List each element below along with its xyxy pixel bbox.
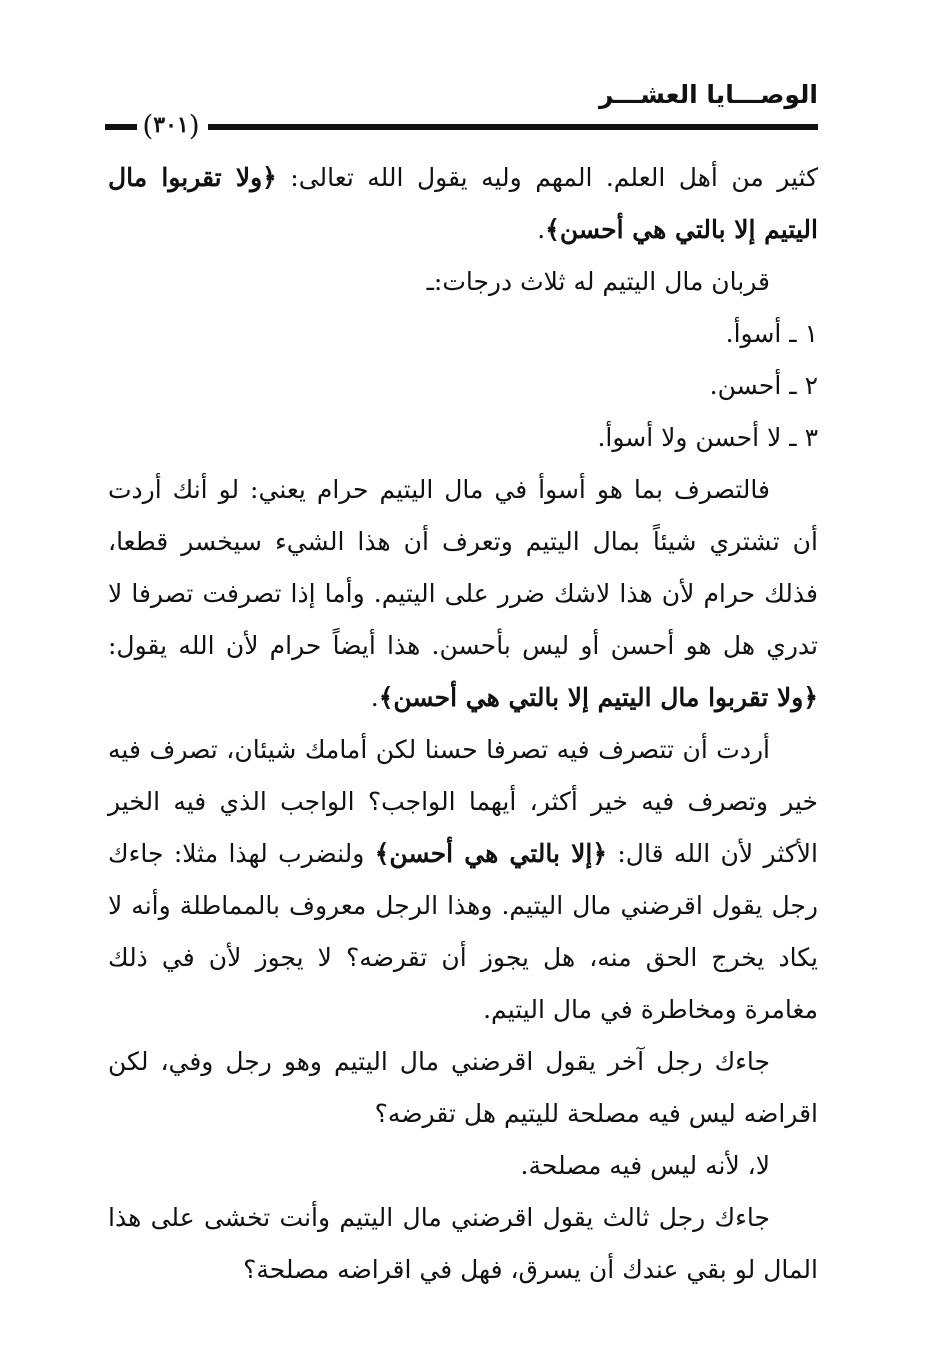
body-text [108, 152, 818, 1296]
right-bracket: ) [188, 108, 200, 142]
paragraph-10 [108, 1192, 818, 1296]
paragraph-1 [108, 152, 818, 256]
page-number-value: ٣٠١ [153, 112, 189, 138]
paragraph-2 [108, 256, 818, 308]
text-run: قربان مال اليتيم له ثلاث درجات:ـ [426, 267, 770, 296]
list-item-1 [108, 308, 818, 360]
running-title: الوصـــايا العشـــر [599, 80, 818, 109]
paragraph-8 [108, 1036, 818, 1140]
page-number [138, 108, 204, 142]
paragraph-7 [108, 724, 818, 1036]
text-run: كثير من أهل العلم. المهم وليه يقول الله تعالى: [276, 163, 818, 192]
list-item-3 [108, 412, 818, 464]
quran-verse: ﴿ولا تقربوا مال اليتيم إلا بالتي هي أحسن﴾ [378, 683, 818, 712]
text-run: ولنضرب لهذا مثلا: جاءك رجل يقول اقرضني مال اليتيم. وهذا الرجل معروف بالمماطلة وأنه لا يكاد يخرج الحق منه، هل يجوز أن تقرضه؟ لا يجوز لأن في ذلك مغامرة ومخاطرة في مال اليتيم. [108, 839, 818, 1024]
text-run: جاءك رجل ثالث يقول اقرضني مال اليتيم وأنت تخشى على هذا المال لو بقي عندك أن يسرق، فهل في اقراضه مصلحة؟ [108, 1203, 818, 1284]
quran-verse: ﴿إلا بالتي هي أحسن﴾ [374, 839, 607, 868]
text-run: ٣ ـ لا أحسن ولا أسوأ. [597, 423, 818, 452]
header-rule [208, 124, 818, 130]
text-run: لا، لأنه ليس فيه مصلحة. [520, 1151, 770, 1180]
text-run: جاءك رجل آخر يقول اقرضني مال اليتيم وهو رجل وفي، لكن اقراضه ليس فيه مصلحة لليتيم هل تقرضه؟ [108, 1047, 818, 1128]
quran-verse: ﴿ولا تقربوا مال اليتيم إلا بالتي هي أحسن﴾ [108, 163, 818, 244]
text-run: أردت أن تتصرف فيه تصرفا حسنا لكن أمامك شيئان، تصرف فيه خير وتصرف فيه خير أكثر، أيهما الواجب؟ الواجب الذي فيه الخير الأكثر لأن الله قال: [108, 735, 818, 868]
list-item-2 [108, 360, 818, 412]
header-rule-short [105, 124, 137, 130]
paragraph-6 [108, 464, 818, 724]
text-run: . [537, 215, 546, 244]
text-run: ٢ ـ أحسن. [709, 371, 818, 400]
text-run: فالتصرف بما هو أسوأ في مال اليتيم حرام يعني: لو أنك أردت أن تشتري شيئاً بمال اليتيم وتعرف أن هذا الشيء سيخسر قطعا، فذلك حرام لأن هذا لاشك ضرر على اليتيم. وأما إذا تصرفت تصرفا لا تدري هل هو أحسن أو ليس بأحسن. هذا أيضاً حرام لأن الله يقول: [108, 475, 818, 660]
paragraph-9 [108, 1140, 818, 1192]
text-run: . [370, 683, 379, 712]
left-bracket: ( [142, 108, 154, 142]
text-run: ١ ـ أسوأ. [725, 319, 818, 348]
